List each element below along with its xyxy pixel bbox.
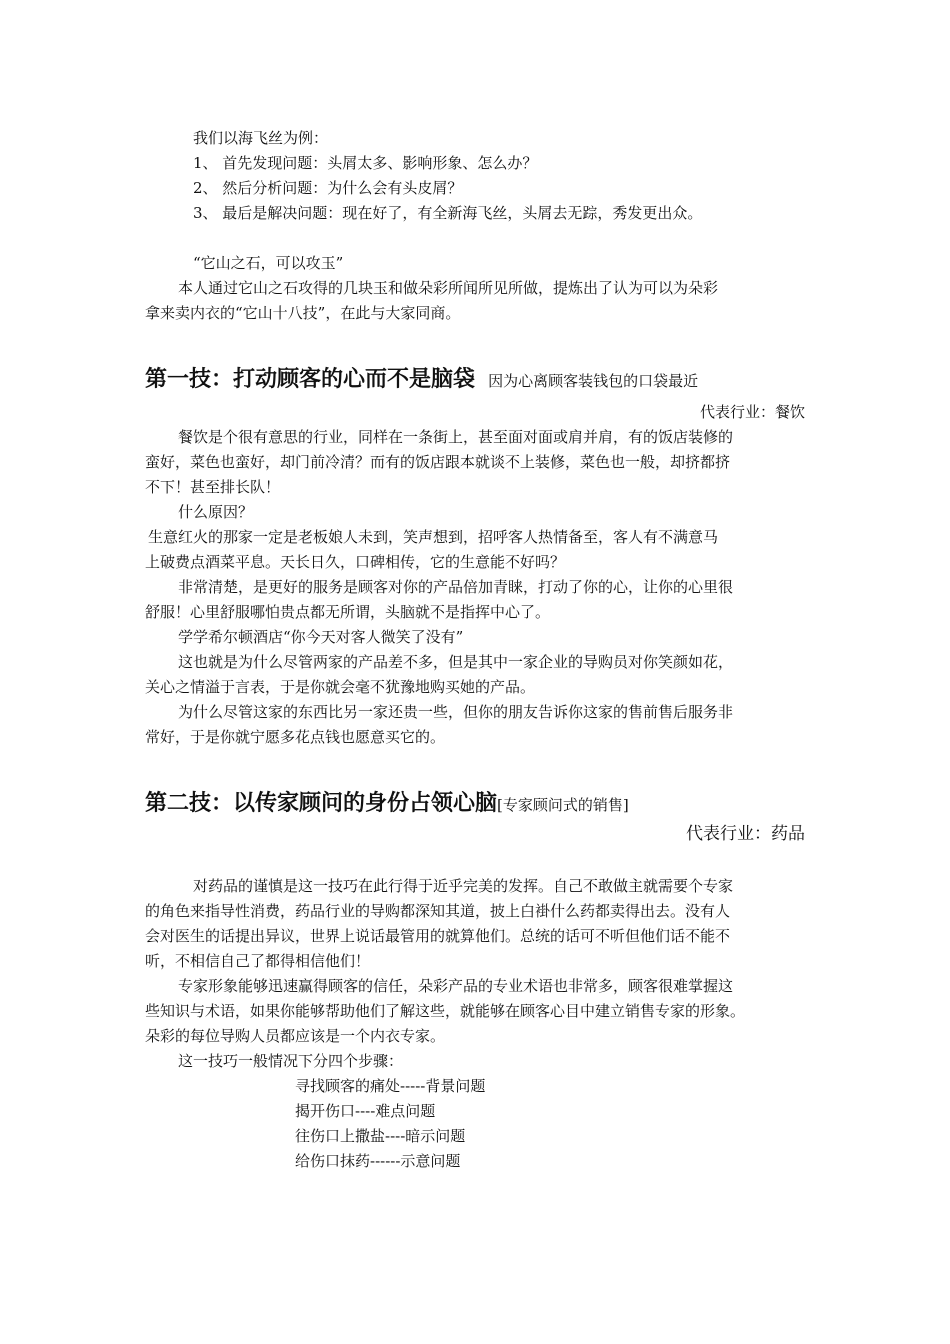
section2-step-1: 寻找顾客的痛处-----背景问题 (295, 1077, 486, 1095)
section1-line-6: 上破费点酒菜平息。天长日久，口碑相传，它的生意能不好吗？ (145, 553, 566, 571)
section1-heading (145, 362, 698, 393)
section1-subtitle: 因为心离顾客装钱包的口袋最近 (488, 372, 699, 390)
section1-line-3: 不下！甚至排长队！ (145, 478, 281, 496)
intro-step-1: 1、 首先发现问题：头屑太多、影响形象、怎么办？ (193, 154, 538, 172)
section1-line-2: 蛮好，菜色也蛮好，却门前冷清？而有的饭店跟本就谈不上装修，菜色也一般，却挤都挤 (145, 453, 731, 471)
section1-line-10: 这也就是为什么尽管两家的产品差不多，但是其中一家企业的导购员对你笑颜如花， (178, 653, 734, 671)
section1-title: 第一技：打动顾客的心而不是脑袋 (145, 367, 476, 392)
section2-industry: 代表行业：药品 (686, 824, 805, 844)
section1-line-9: 学学希尔顿酒店“你今天对客人微笑了没有” (178, 628, 464, 646)
section1-line-4: 什么原因？ (178, 503, 254, 521)
section1-line-13: 常好，于是你就宁愿多花点钱也愿意买它的。 (145, 728, 446, 746)
section1-line-7: 非常清楚，是更好的服务是顾客对你的产品倍加青睐，打动了你的心，让你的心里很 (178, 578, 734, 596)
section2-line-8: 这一技巧一般情况下分四个步骤： (178, 1052, 404, 1070)
section1-line-5: 生意红火的那家一定是老板娘人未到，笑声想到，招呼客人热情备至，客人有不满意马 (148, 528, 719, 546)
section1-line-8: 舒服！心里舒服哪怕贵点都无所谓，头脑就不是指挥中心了。 (145, 603, 551, 621)
intro-paragraph-line-1: 本人通过它山之石攻得的几块玉和做朵彩所闻所见所做，提炼出了认为可以为朵彩 (178, 279, 719, 297)
section2-line-2: 的角色来指导性消费，药品行业的导购都深知其道，披上白褂什么药都卖得出去。没有人 (145, 902, 731, 920)
intro-lead: 我们以海飞丝为例： (193, 129, 329, 147)
section2-step-3: 往伤口上撒盐----暗示问题 (295, 1127, 466, 1145)
section1-line-11: 关心之情溢于言表，于是你就会毫不犹豫地购买她的产品。 (145, 678, 536, 696)
section2-step-4: 给伤口抹药------示意问题 (295, 1152, 461, 1170)
section1-line-12: 为什么尽管这家的东西比另一家还贵一些，但你的朋友告诉你这家的售前售后服务非 (178, 703, 734, 721)
section2-line-4: 听，不相信自己了都得相信他们！ (145, 952, 371, 970)
intro-quote: “它山之石，可以攻玉” (193, 254, 344, 272)
section1-industry: 代表行业：餐饮 (699, 403, 805, 421)
section2-step-2: 揭开伤口----难点问题 (295, 1102, 436, 1120)
section2-heading (145, 786, 629, 817)
section2-title: 第二技：以传家顾问的身份占领心脑 (145, 791, 498, 816)
section2-subtitle: [专家顾问式的销售] (497, 796, 629, 814)
section1-line-1: 餐饮是个很有意思的行业，同样在一条街上，甚至面对面或肩并肩，有的饭店装修的 (178, 428, 734, 446)
section2-line-6: 些知识与术语，如果你能够帮助他们了解这些，就能够在顾客心目中建立销售专家的形象。 (145, 1002, 746, 1020)
section2-line-1: 对药品的谨慎是这一技巧在此行得于近乎完美的发挥。自己不敢做主就需要个专家 (193, 877, 734, 895)
intro-step-3: 3、 最后是解决问题：现在好了，有全新海飞丝，头屑去无踪，秀发更出众。 (193, 204, 703, 222)
section2-line-5: 专家形象能够迅速赢得顾客的信任，朵彩产品的专业术语也非常多，顾客很难掌握这 (178, 977, 734, 995)
section2-line-7: 朵彩的每位导购人员都应该是一个内衣专家。 (145, 1027, 446, 1045)
section2-line-3: 会对医生的话提出异议，世界上说话最管用的就算他们。总统的话可不听但他们话不能不 (145, 927, 731, 945)
intro-paragraph-line-2: 拿来卖内衣的“它山十八技”，在此与大家同商。 (145, 304, 461, 322)
intro-step-2: 2、 然后分析问题：为什么会有头皮屑？ (193, 179, 463, 197)
